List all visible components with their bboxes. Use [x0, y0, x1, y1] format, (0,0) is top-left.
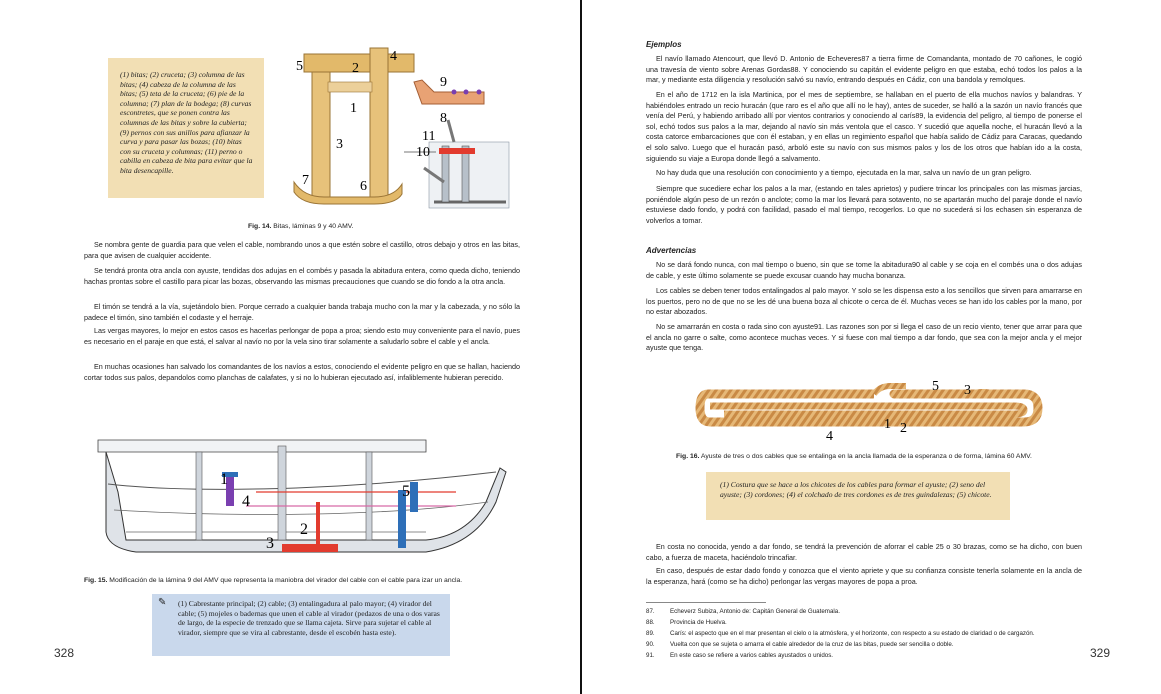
fig15-label-2: 2: [300, 521, 308, 538]
fig16-illustration: [694, 372, 1054, 444]
fig15-caption-text: Modificación de la lámina 9 del AMV que representa la maniobra del virador del cable con el cable para izar un ancla.: [107, 577, 463, 584]
page-number-left: 328: [54, 646, 75, 660]
fig15-label-3: 3: [266, 535, 274, 552]
ship-section-drawing: [404, 120, 509, 208]
fig14-caption-text: Bitas, láminas 9 y 40 AMV.: [271, 223, 354, 230]
fig16-caption: [676, 452, 1076, 461]
fig14-label-6: 6: [360, 179, 367, 194]
fig14-illustration: [284, 42, 524, 214]
fig14-label-1: 1: [350, 101, 357, 116]
fig14-legend-text: (1) bitas; (2) cruceta; (3) columna de las bitas; (4) cabeza de la columna de las bitas; (5) teta de la cruceta; (6) pie de la columna; (7) plan de la bodega; (8) curvas escontretes, que se ponen contra las columnas de las bitas y sobre la cubierta; (9) pernos con sus anillos para afianzar la curva y para pasar las bozas; (10) bitas con su cruceta y columnas; (11) perno o cabilla en cabeza de bita para evitar que la bita desencapille.: [120, 70, 253, 175]
fig14-label-7: 7: [302, 173, 309, 188]
footnote-rule: [646, 602, 766, 603]
footnote-90: 90. Vuelta con que se sujeta o amarra el cable alrededor de la cruz de las bitas, puede ser sencilla o doble.: [646, 641, 954, 648]
fig15-legend-box: [152, 594, 450, 656]
fig14-label-2: 2: [352, 61, 359, 76]
footnote-89: 89. Carís: el aspecto que en el mar presentan el cielo o la atmósfera, y el horizonte, con respecto a su estado de claridad o de cargazón.: [646, 630, 1035, 637]
left-paragraph-1: Se nombra gente de guardia para que velen el cable, nombrando unos a que estén sobre el castillo, otros debajo y otros en las bitas, para que avisen de cualquier accidente.: [84, 240, 520, 260]
fig14-label-9: 9: [440, 75, 447, 90]
fig15-illustration: [96, 432, 520, 572]
fig14-label-10: 10: [416, 145, 430, 160]
footnote-88: 88. Provincia de Huelva.: [646, 619, 727, 626]
page-number-right: 329: [1090, 646, 1111, 660]
fig14-label-4: 4: [390, 49, 397, 64]
curve-piece-drawing: [414, 80, 484, 104]
fig14-caption: [248, 222, 488, 231]
fig16-legend-box: [706, 472, 1010, 520]
left-paragraph-2: Se tendrá pronta otra ancla con ayuste, tendidas dos adujas en el combés y pasada la abitadura entera, como queda dicho, teniendo hachas prontas sobre el castillo para picar las bozas, observando las mismas precauciones que cuando se dio fondo a la otra ancla.: [84, 266, 520, 286]
fig15-label-5: 5: [402, 483, 410, 500]
fig15-caption-num: Fig. 15.: [84, 577, 108, 584]
right-example-4: Siempre que sucediere echar los palos a la mar, (estando en tales aprietos) y pudiere trincar los principales con las mismas jarcias, poniéndole algún peso de un rezón o anclote; como la mar los llevará para sotavento, no se apartarán mucho del paraje donde el navío estuviese dado fondo, y podrá con facilidad, pasado el mal tiempo, recogerlos. Lo que no sucederá si los echasen sin esperanza de volverlos a tomar.: [646, 184, 1082, 225]
fig14-legend-box: [108, 58, 264, 198]
left-paragraph-5: En muchas ocasiones han salvado los comandantes de los navíos a estos, conociendo el evidente peligro en que se hallan, haciendo cortar todos sus palos, depandolos como planchas de calafates, y si no lo hubieran ejecutado así, infaliblemente hubieran perecido.: [84, 362, 520, 382]
footnote-87: 87. Echeverz Subiza, Antonio de: Capitán General de Guatemala.: [646, 608, 840, 615]
pencil-icon: ✎: [158, 597, 167, 608]
fig16-label-5: 5: [932, 379, 939, 394]
left-page: [0, 0, 580, 694]
fig15-legend-text: (1) Cabrestante principal; (2) cable; (3) entalingadura al palo mayor; (4) virador del cable; (5) mojeles o badernas que unen el cable al virador (pedazos de una o dos varas de largo, de la especie de trenzado que se llama cajeta. Sirve para sujetar el cable al virador, siempre que se vira al cabrestante, desde el escobén hasta este).: [178, 599, 440, 637]
rope-splice-drawing: [700, 386, 1038, 422]
right-closing-1: En costa no conocida, yendo a dar fondo, se tendrá la prevención de aforrar el cable 25 o 30 brazas, como se ha dicho, con buen cabo, a fuerza de maceta, haciéndolo trincafiar.: [646, 542, 1082, 562]
heading-warnings: Advertencias: [646, 246, 697, 255]
right-warning-2: Los cables se deben tener todos entalingados al palo mayor. Y solo se les dispensa esto a los sencillos que sirven para amarrarse en los puertos, pero no de que no se les dé una buena boza al chicote o cerca de él. Muchas veces se han ido los cables por la mano, por no estar abozados.: [646, 286, 1082, 317]
footnote-91: 91. En este caso se refiere a varios cables ayustados o unidos.: [646, 652, 834, 659]
fig14-label-5: 5: [296, 59, 303, 74]
fig15-label-1: 1: [220, 471, 228, 488]
right-page: [582, 0, 1161, 694]
fig16-legend-text: (1) Costura que se hace a los chicotes de los cables para formar el ayuste; (2) seno del ayuste; (3) cordones; (4) el colchado de tres cordones es de tres guindalezas; (5) chicote.: [720, 480, 992, 499]
fig16-caption-text: Ayuste de tres o dos cables que se entalinga en la ancla llamada de la esperanza o de forma, lámina 60 AMV.: [699, 453, 1032, 460]
left-paragraph-4: Las vergas mayores, lo mejor en estos casos es hacerlas perlongar de popa a proa; siendo esto muy conveniente para el navío, pues es necesario en el paraje en que está, el salvar al navío no por la vela sino tirar solamente a saludarlo sobre el cable y el ancla.: [84, 326, 520, 346]
fig14-label-3: 3: [336, 137, 343, 152]
right-example-2: En el año de 1712 en la isla Martinica, por el mes de septiembre, se hallaban en el puerto de ella muchos navíos y balandras. Y habiéndoles entrado un recio huracán (que raro es el año que allí no le hay), antes de suceder, se halló a la sazón un navío francés que venía del Perú, y habiendo arribado allí por vientos contrarios y conociendo al carís89, la evidencia del peligro, al tiempo de ponerse el sol, echó todos sus palos a la mar, dejando al navío sin más ventola que el casco. Y sucedió que aquella noche, el huracán llevó a la costa catorce embarcaciones que con él estaban, y en ellas un regimiento español que había salido de Cádiz para Caracas, quedando el solo salvo. Luego que el huracán pasó, arboló este su navío con sus mismos palos y los de los otros que habían ido a la costa, siguiendo su viaje a Europa donde llegó a salvamento.: [646, 90, 1082, 163]
fig16-label-2: 2: [900, 421, 907, 436]
fig14-label-8: 8: [440, 111, 447, 126]
fig14-label-11: 11: [422, 129, 436, 144]
fig15-label-4: 4: [242, 493, 250, 510]
right-example-3: No hay duda que una resolución con conocimiento y a tiempo, ejecutada en la mar, salva un navío de un gran peligro.: [656, 168, 1032, 177]
fig16-caption-num: Fig. 16.: [676, 453, 700, 460]
right-closing-2: En caso, después de estar dado fondo y conozca que el viento apriete y que su confianza consiste tenerla solamente en la ancla de la esperanza, hará (como se ha dicho) perlongar las vergas mayores de popa a proa.: [646, 566, 1082, 586]
right-warning-1: No se dará fondo nunca, con mal tiempo o bueno, sin que se tome la abitadura90 al cable y se coja en el combés una o dos adujas de cable, y este último solamente se puede excusar cuando hay mucha bonanza.: [646, 260, 1082, 280]
right-warning-3: No se amarrarán en costa o rada sino con ayuste91. Las razones son por si llega el caso de un recio viento, tener que arrar para que el ancla no garre o salte, como acontece muchas veces. Y si fuese con mal tiempo a dar fondo, que sea con la mejor ancla y el mejor ayuste que tenga.: [646, 322, 1082, 353]
heading-examples: Ejemplos: [646, 40, 682, 49]
fig16-label-1: 1: [884, 417, 891, 432]
fig16-label-3: 3: [964, 383, 971, 398]
left-paragraph-3: El timón se tendrá a la vía, sujetándolo bien. Porque cerrado a cualquier banda trabaja mucho con la mar y la cabezada, y no sólo la padece el timón, sino también el codaste y el herraje.: [84, 302, 520, 322]
fig14-caption-num: Fig. 14.: [248, 223, 272, 230]
fig16-label-4: 4: [826, 429, 833, 444]
right-example-1: El navío llamado Atencourt, que llevó D. Antonio de Echeveres87 a tierra firme de Comandanta, montado de 70 cañones, le cogió una travesía de viento sobre Arenas Gordas88. Y conociendo su capitán el evidente peligro en que estaba, echó todos los palos a la mar, y mediante esta diligencia y resolución salvó su navío, entrando después en Cádiz, con una bandola y remolques.: [646, 54, 1082, 85]
fig15-caption: [84, 576, 520, 585]
